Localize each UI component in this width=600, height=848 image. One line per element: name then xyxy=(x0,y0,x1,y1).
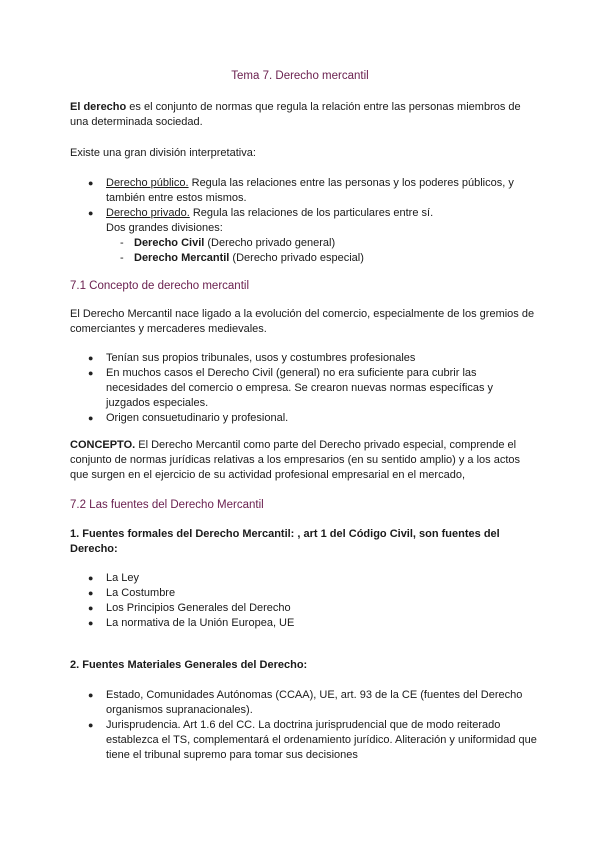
material-sources-heading: 2. Fuentes Materiales Generales del Derecho: xyxy=(70,659,308,671)
concepto-text: El Derecho Mercantil como parte del Derecho privado especial, comprende el conjunto de normas jurídicas relativas a los empresarios (en su sentido amplio) y a los actos que surgen en el ejercicio de su actividad profesional empresarial en el mercado, xyxy=(70,439,520,481)
material-sources-list xyxy=(88,688,540,763)
list-item: ● Estado, Comunidades Autónomas (CCAA), UE, art. 93 de la CE (fuentes del Derecho organismos supranacionales). xyxy=(88,688,540,718)
division-intro: Existe una gran división interpretativa: xyxy=(70,147,256,159)
list-item: ● Derecho público. Regula las relaciones entre las personas y los poderes públicos, y también entre estos mismos. xyxy=(88,176,540,206)
intro-paragraph xyxy=(70,100,540,130)
list-item: ● La Costumbre xyxy=(88,586,540,601)
list-item: ● En muchos casos el Derecho Civil (general) no era suficiente para cubrir las necesidades del comercio o empresa. Se crearon nuevas normas específicas y juzgados especiales. xyxy=(88,366,540,411)
document-title: Tema 7. Derecho mercantil xyxy=(231,70,369,82)
section1-bullets xyxy=(88,351,540,426)
list-item: ● La Ley xyxy=(88,571,540,586)
division-subintro: Dos grandes divisiones: xyxy=(106,222,223,234)
list-item: ● Tenían sus propios tribunales, usos y costumbres profesionales xyxy=(88,351,540,366)
division-term-private: Derecho privado. xyxy=(106,207,190,219)
list-item: ● La normativa de la Unión Europea, UE xyxy=(88,616,540,631)
section-heading-7-1: 7.1 Concepto de derecho mercantil xyxy=(70,280,249,292)
intro-text: es el conjunto de normas que regula la relación entre las personas miembros de una determinada sociedad. xyxy=(70,101,521,128)
formal-sources-list xyxy=(88,571,540,631)
list-item: ● Los Principios Generales del Derecho xyxy=(88,601,540,616)
division-term-public: Derecho público. xyxy=(106,177,189,189)
division-list xyxy=(88,176,540,266)
list-item: ● Derecho privado. Regula las relaciones de los particulares entre sí. Dos grandes divisiones: - Derecho Civil (Derecho privado general) - Derecho Mercantil (Derecho privado especial) xyxy=(88,206,540,266)
list-item: - Derecho Civil (Derecho privado general) xyxy=(116,236,540,251)
concepto-paragraph xyxy=(70,438,540,483)
private-subdivision-list xyxy=(106,236,540,266)
concepto-label: CONCEPTO. xyxy=(70,439,136,451)
section-heading-7-2: 7.2 Las fuentes del Derecho Mercantil xyxy=(70,499,264,511)
list-item: ● Jurisprudencia. Art 1.6 del CC. La doctrina jurisprudencial que de modo reiterado establezca el TS, complementará el ordenamiento jurídico. Aliteración y uniformidad que tiene el tribunal supremo para tomar sus decisiones xyxy=(88,718,540,763)
section1-paragraph: El Derecho Mercantil nace ligado a la evolución del comercio, especialmente de los gremios de comerciantes y mercaderes medievales. xyxy=(70,308,535,335)
list-item: ● Origen consuetudinario y profesional. xyxy=(88,411,540,426)
list-item: - Derecho Mercantil (Derecho privado especial) xyxy=(116,251,540,266)
intro-term: El derecho xyxy=(70,101,127,113)
formal-sources-heading: 1. Fuentes formales del Derecho Mercantil: , art 1 del Código Civil, son fuentes del Derecho: xyxy=(70,528,500,555)
